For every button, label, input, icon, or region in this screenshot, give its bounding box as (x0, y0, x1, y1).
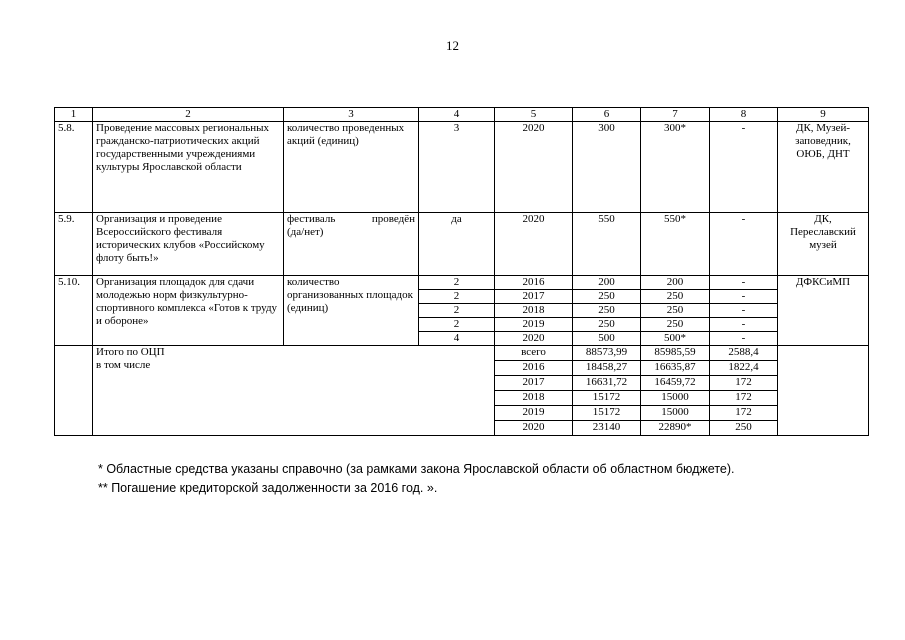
year: 2020 (495, 332, 573, 346)
indicator-part: фестиваль (287, 213, 336, 225)
amount-regional: 15000 (641, 391, 710, 406)
measure-name: Организация площадок для сдачи молодежью норм физкультурно-спортивного комплекса «Готов к труду и обороне» (93, 276, 284, 346)
indicator-value: 3 (419, 122, 495, 213)
indicator-value: 4 (419, 332, 495, 346)
amount-other: - (710, 304, 778, 318)
header-cell: 8 (710, 108, 778, 122)
footnote-2: ** Погашение кредиторской задолженности за 2016 год. ». (98, 481, 438, 495)
row-number: 5.10. (55, 276, 93, 346)
year: 2016 (495, 276, 573, 290)
amount-total: 300 (573, 122, 641, 213)
amount-total: 15172 (573, 391, 641, 406)
amount-other: - (710, 213, 778, 276)
table-row-5-8 (55, 122, 869, 213)
amount-other: 2588,4 (710, 346, 778, 361)
indicator: количество проведенных акций (единиц) (284, 122, 419, 213)
amount-total: 16631,72 (573, 376, 641, 391)
year: 2020 (495, 122, 573, 213)
amount-other: - (710, 276, 778, 290)
totals-title: Итого по ОЦП (96, 346, 165, 358)
empty-cell (55, 346, 93, 436)
amount-total: 23140 (573, 421, 641, 436)
amount-regional: 85985,59 (641, 346, 710, 361)
amount-regional: 200 (641, 276, 710, 290)
amount-other: 172 (710, 406, 778, 421)
program-table (54, 107, 869, 436)
indicator-value: да (419, 213, 495, 276)
row-number: 5.8. (55, 122, 93, 213)
amount-regional: 250 (641, 290, 710, 304)
totals-row (55, 346, 869, 361)
amount-regional: 300* (641, 122, 710, 213)
amount-total: 250 (573, 290, 641, 304)
amount-total: 500 (573, 332, 641, 346)
header-cell: 6 (573, 108, 641, 122)
row-number: 5.9. (55, 213, 93, 276)
header-cell: 5 (495, 108, 573, 122)
year: всего (495, 346, 573, 361)
executor: ДК, Музей-заповедник, ОЮБ, ДНТ (778, 122, 869, 213)
year: 2020 (495, 421, 573, 436)
amount-total: 250 (573, 304, 641, 318)
measure-name: Организация и проведение Всероссийского фестиваля исторических клубов «Российскому флоту быть!» (93, 213, 284, 276)
indicator-value: 2 (419, 290, 495, 304)
header-row (55, 108, 869, 122)
amount-regional: 15000 (641, 406, 710, 421)
year: 2016 (495, 361, 573, 376)
header-cell: 1 (55, 108, 93, 122)
year: 2018 (495, 304, 573, 318)
year: 2018 (495, 391, 573, 406)
amount-total: 550 (573, 213, 641, 276)
totals-label (93, 346, 495, 436)
table-row-5-10 (55, 276, 869, 290)
header-cell: 4 (419, 108, 495, 122)
amount-regional: 250 (641, 318, 710, 332)
table-row-5-9 (55, 213, 869, 276)
indicator-value: 2 (419, 276, 495, 290)
amount-other: - (710, 290, 778, 304)
year: 2020 (495, 213, 573, 276)
indicator-part: проведён (371, 213, 415, 225)
indicator: количество организованных площадок (единиц) (284, 276, 419, 346)
page-number: 12 (446, 38, 459, 53)
totals-subtitle: в том числе (96, 359, 151, 371)
amount-regional: 16635,87 (641, 361, 710, 376)
year: 2019 (495, 318, 573, 332)
year: 2017 (495, 290, 573, 304)
amount-regional: 500* (641, 332, 710, 346)
indicator-part: (да/нет) (287, 226, 324, 238)
indicator (284, 213, 419, 276)
header-cell: 7 (641, 108, 710, 122)
amount-other: 172 (710, 391, 778, 406)
measure-name: Проведение массовых региональных гражданско-патриотических акций государственными учреждениями культуры Ярославской области (93, 122, 284, 213)
header-cell: 9 (778, 108, 869, 122)
amount-total: 15172 (573, 406, 641, 421)
executor: ДК, Переславский музей (778, 213, 869, 276)
amount-other: - (710, 122, 778, 213)
amount-total: 250 (573, 318, 641, 332)
indicator-value: 2 (419, 318, 495, 332)
amount-regional: 16459,72 (641, 376, 710, 391)
executor: ДФКСиМП (778, 276, 869, 346)
year: 2017 (495, 376, 573, 391)
header-cell: 3 (284, 108, 419, 122)
amount-total: 88573,99 (573, 346, 641, 361)
indicator-value: 2 (419, 304, 495, 318)
header-cell: 2 (93, 108, 284, 122)
amount-other: 1822,4 (710, 361, 778, 376)
amount-total: 200 (573, 276, 641, 290)
amount-other: - (710, 318, 778, 332)
amount-other: - (710, 332, 778, 346)
amount-other: 250 (710, 421, 778, 436)
amount-regional: 22890* (641, 421, 710, 436)
amount-regional: 550* (641, 213, 710, 276)
amount-regional: 250 (641, 304, 710, 318)
footnote-1: * Областные средства указаны справочно (за рамками закона Ярославской области об областном бюджете). (98, 462, 735, 476)
amount-other: 172 (710, 376, 778, 391)
empty-cell (778, 346, 869, 436)
year: 2019 (495, 406, 573, 421)
amount-total: 18458,27 (573, 361, 641, 376)
